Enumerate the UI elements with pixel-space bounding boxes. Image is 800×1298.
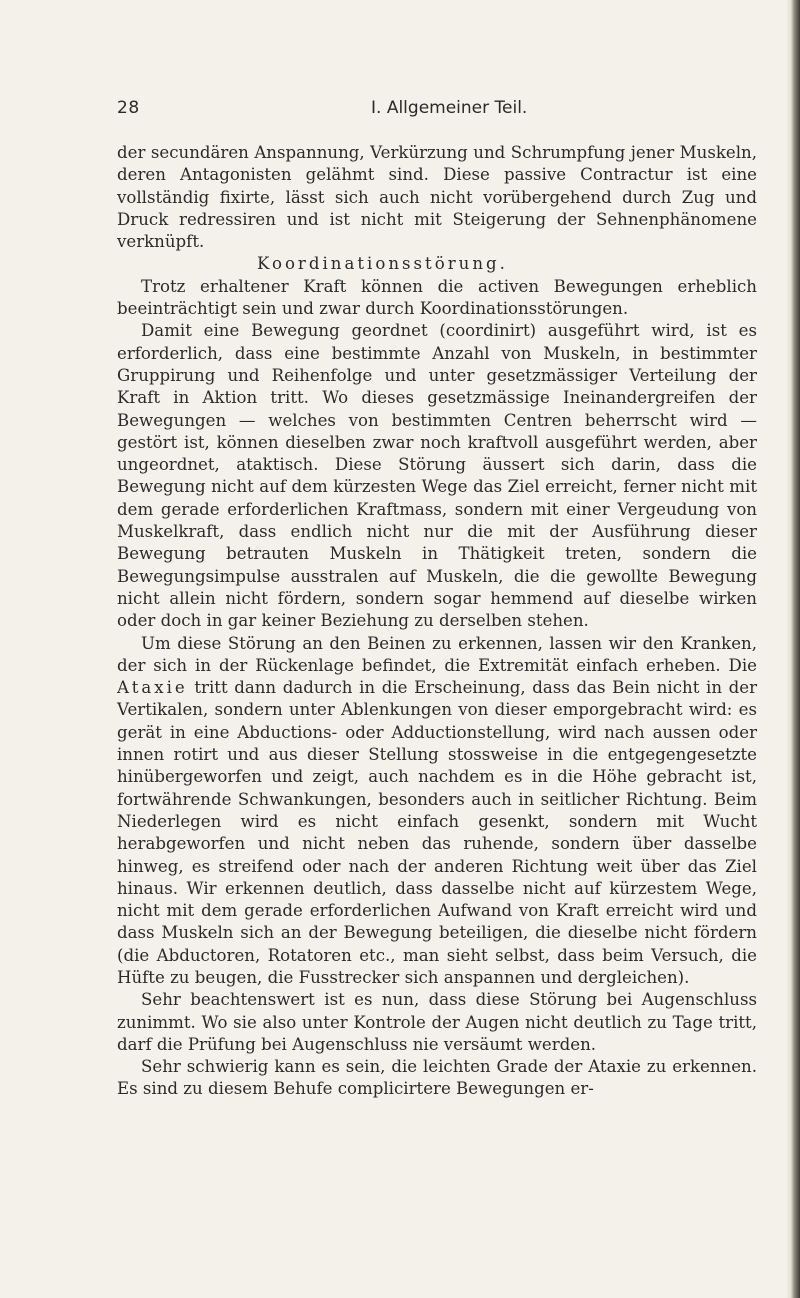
page-header — [117, 98, 757, 122]
paragraph-4-rest: tritt dann dadurch in die Erscheinung, dass das Bein nicht in der Vertikalen, sondern unter Ablenkungen von dieser emporgebracht wird: es gerät in eine Abductions- oder Adductionstellung, wird nach aussen oder innen rotirt und aus dieser Stellung stossweise in die entgegengesetzte hinübergeworfen und zeigt, auch nachdem es in die Höhe gebracht ist, fortwährende Schwankungen, besonders auch in seitlicher Richtung. Beim Niederlegen wird es nicht einfach gesenkt, sondern mit Wucht herabgeworfen und nicht neben das ruhende, sondern über dasselbe hinweg, es streifend oder nach der anderen Richtung weit über das Ziel hinaus. Wir erkennen deutlich, dass dasselbe nicht auf kürzestem Wege, nicht mit dem gerade erforderlichen Aufwand von Kraft erreicht wird und dass Muskeln sich an der Bewegung beteiligen, die dieselbe nicht fördern (die Abductoren, Rotatoren etc., man sieht selbst, dass beim Versuch, die Hüfte zu beugen, die Fusstrecker sich anspannen und dergleichen). — [117, 678, 757, 987]
section-heading: Koordinationsstörung. — [257, 254, 508, 274]
page-number: 28 — [117, 98, 140, 118]
paragraph-4-start: Um diese Störung an den Beinen zu erkennen, lassen wir den Kranken, der sich in der Rückenlage befindet, die Extremität einfach erheben. Die — [117, 633, 757, 675]
paragraph-4 — [117, 633, 757, 990]
emphasis-ataxie: Ataxie — [117, 678, 188, 698]
paragraph-3: Damit eine Bewegung geordnet (coordinirt) ausgeführt wird, ist es erforderlich, dass eine bestimmte Anzahl von Muskeln, in bestimmter Gruppirung und Reihenfolge und unter gesetzmässiger Verteilung der Kraft in Aktion tritt. Wo dieses gesetzmässige Ineinandergreifen der Bewegungen — welches von bestimmten Centren beherrscht wird — gestört ist, können dieselben zwar noch kraftvoll ausgeführt werden, aber ungeordnet, ataktisch. Diese Störung äussert sich darin, dass die Bewegung nicht auf dem kürzesten Wege das Ziel erreicht, ferner nicht mit dem gerade erforderlichen Kraftmass, sondern mit einer Vergeudung von Muskelkraft, dass endlich nicht nur die mit der Ausführung dieser Bewegung betrauten Muskeln in Thätigkeit treten, sondern die Bewegungsimpulse ausstralen auf Muskeln, die die gewollte Bewegung nicht allein nicht fördern, sondern sogar hemmend auf dieselbe wirken oder doch in gar keiner Beziehung zu derselben stehen. — [117, 321, 757, 631]
paragraph-1: der secundären Anspannung, Verkürzung und Schrumpfung jener Muskeln, deren Antagonisten gelähmt sind. Diese passive Contractur ist eine vollständig fixirte, lässt sich auch nicht vorübergehend durch Zug und Druck redressiren und ist nicht mit Steigerung der Sehnenphänomene verknüpft. — [117, 143, 757, 252]
paragraph-5: Sehr beachtenswert ist es nun, dass diese Störung bei Augenschluss zunimmt. Wo sie also unter Kontrole der Augen nicht deutlich zu Tage tritt, darf die Prüfung bei Augenschluss nie versäumt werden. — [117, 990, 757, 1054]
running-title: I. Allgemeiner Teil. — [371, 98, 528, 118]
paragraph-6: Sehr schwierig kann es sein, die leichten Grade der Ataxie zu erkennen. Es sind zu diesem Behufe complicirtere Bewegungen er- — [117, 1057, 757, 1099]
page-edge-shadow — [786, 0, 800, 1298]
body-text — [117, 142, 757, 1101]
paragraph-2: Trotz erhaltener Kraft können die activen Bewegungen erheblich beeinträchtigt sein und zwar durch Koordinationsstörungen. — [117, 276, 757, 319]
